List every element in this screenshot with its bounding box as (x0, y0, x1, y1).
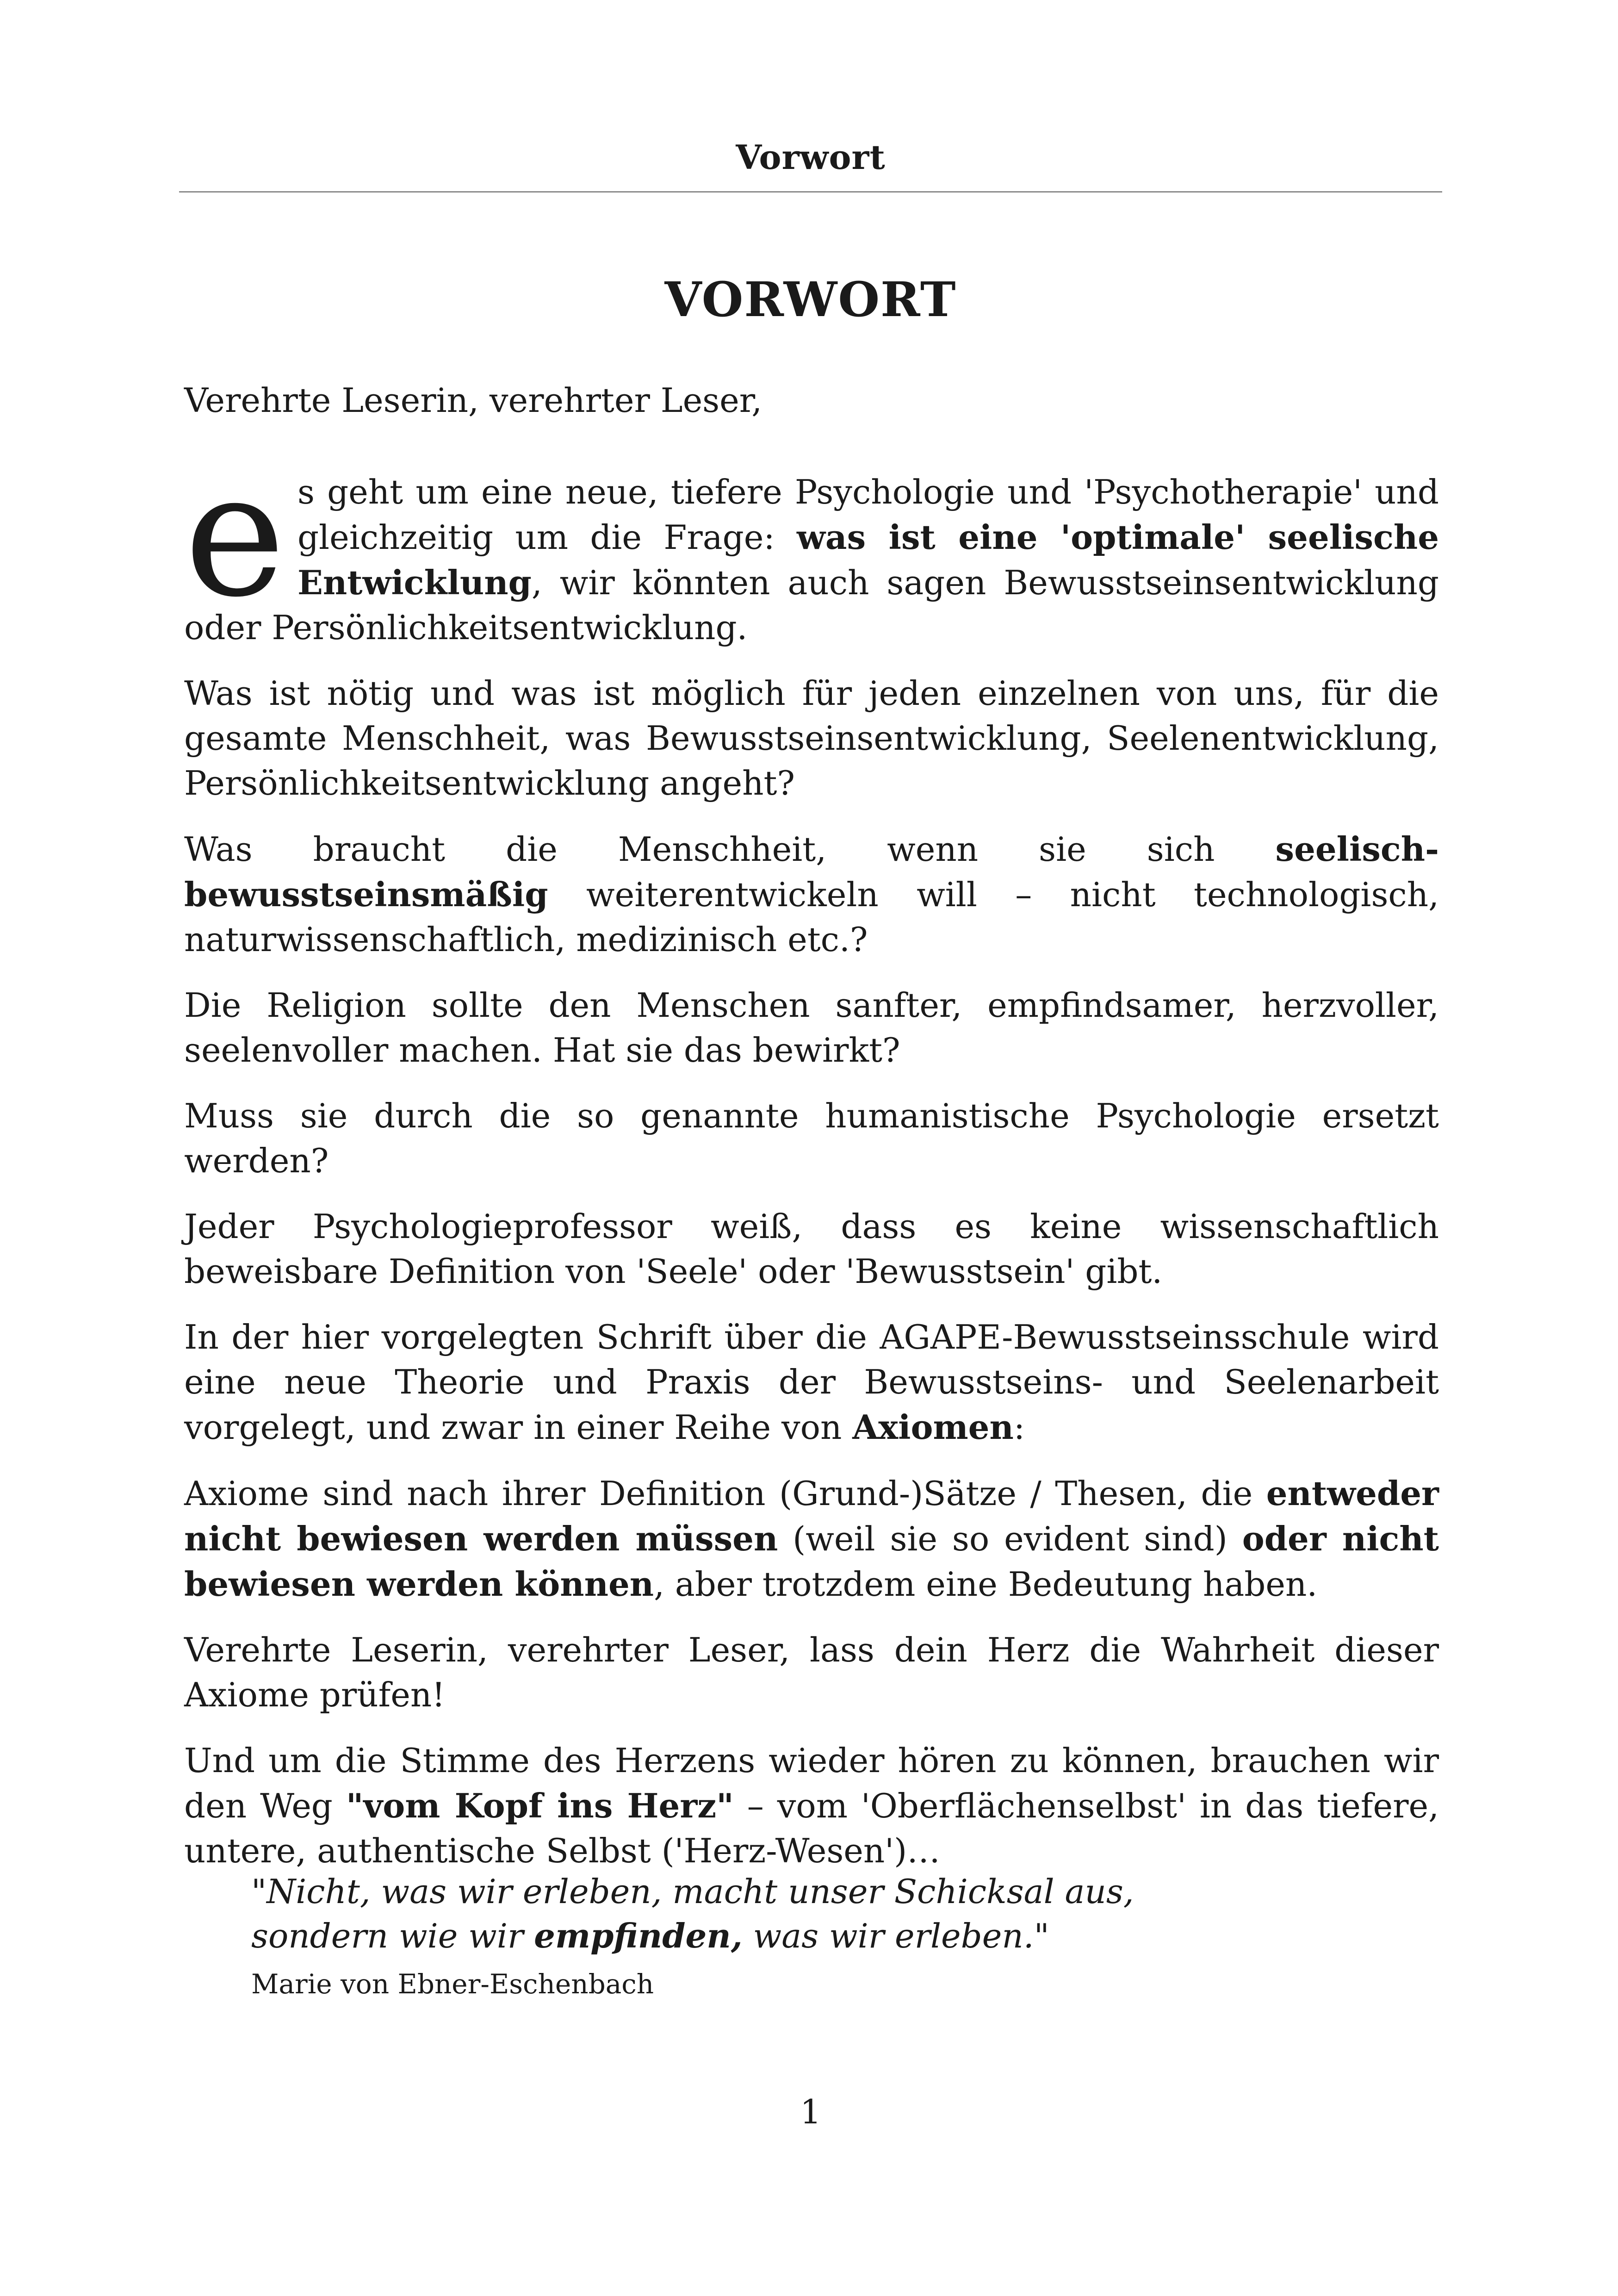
paragraph-7 (184, 1471, 1439, 1607)
paragraph-6-text-a: In der hier vorgelegten Schrift über die AGAPE-Bewusstseinsschule wird eine neue Theorie und Praxis der Bewusstseins- und Seelenarbeit vorgelegt, und zwar in einer Reihe von (184, 1318, 1439, 1447)
paragraph-2-text-a: Was braucht die Menschheit, wenn sie sich (184, 830, 1276, 869)
paragraph-7-text-a: Axiome sind nach ihrer Definition (Grund-)Sätze / Thesen, die (184, 1474, 1266, 1513)
paragraph-3: Die Religion sollte den Menschen sanfter, empfindsamer, herzvoller, seelenvoller machen. Hat sie das bewirkt? (184, 986, 1439, 1070)
paragraph-2-text-c: weiterentwickeln will – nicht technologisch, naturwissenschaftlich, medizinisch etc.? (184, 875, 1439, 959)
quote-emphasis: empfinden, (534, 1916, 743, 1955)
paragraph-4: Muss sie durch die so genannte humanistische Psychologie ersetzt werden? (184, 1096, 1439, 1180)
header-divider (179, 191, 1442, 193)
quote-line-1: "Nicht, was wir erleben, macht unser Schicksal aus, (251, 1872, 1134, 1911)
paragraph-2 (184, 827, 1439, 962)
intro-emphasis: was ist eine 'optimale' seelische Entwicklung (297, 517, 1439, 602)
paragraph-7-text-c: (weil sie so evident sind) (778, 1519, 1242, 1558)
epigraph-quote (251, 1870, 1362, 2003)
quote-author: Marie von Ebner-Eschenbach (251, 1968, 654, 2000)
paragraph-2-emphasis: seelisch-bewusstseinsmäßig (184, 829, 1439, 914)
body-text (184, 436, 1439, 1894)
paragraph-8: Verehrte Leserin, verehrter Leser, lass dein Herz die Wahrheit dieser Axiome prüfen! (184, 1630, 1439, 1714)
quote-line-2-text-c: was wir erleben." (742, 1916, 1049, 1955)
paragraph-9-text-c: – vom 'Oberflächenselbst' in das tiefere, untere, authentische Selbst ('Herz-Wesen')… (184, 1786, 1439, 1870)
running-header: Vorwort (736, 137, 886, 177)
paragraph-9-emphasis: "vom Kopf ins Herz" (346, 1786, 734, 1825)
quote-line-2-text-a: sondern wie wir (251, 1916, 534, 1955)
paragraph-1: Was ist nötig und was ist möglich für jeden einzelnen von uns, für die gesamte Menschheit, was Bewusstseinsentwicklung, Seelenentwicklung, Persönlichkeitsentwicklung angeht? (184, 674, 1439, 803)
paragraph-9-text-a: Und um die Stimme des Herzens wieder hören zu können, brauchen wir den Weg (184, 1741, 1439, 1825)
quote-line-2 (251, 1914, 1362, 1958)
intro-text-2: , wir könnten auch sagen Bewusstseinsentwicklung oder Persönlichkeitsentwicklung. (184, 563, 1439, 647)
paragraph-9 (184, 1738, 1439, 1873)
paragraph-7-text-e: , aber trotzdem eine Bedeutung haben. (654, 1565, 1318, 1604)
intro-text-1: s geht um eine neue, tiefere Psychologie und 'Psychotherapie' und gleichzeitig um die Frage: (297, 473, 1439, 557)
page-title: VORWORT (664, 272, 957, 328)
intro-paragraph (184, 436, 1439, 650)
page-number: 1 (800, 2092, 821, 2131)
paragraph-6 (184, 1315, 1439, 1450)
drop-cap: e (184, 436, 285, 635)
paragraph-5: Jeder Psychologieprofessor weiß, dass es keine wissenschaftlich beweisbare Definition von 'Seele' oder 'Bewusstsein' gibt. (184, 1207, 1439, 1291)
paragraph-7-emphasis-1: entweder nicht bewiesen werden müssen (184, 1474, 1439, 1558)
paragraph-6-emphasis: Axiomen (852, 1407, 1014, 1447)
salutation: Verehrte Leserin, verehrter Leser, (184, 381, 763, 420)
paragraph-6-text-c: : (1013, 1408, 1025, 1447)
paragraph-7-emphasis-2: oder nicht bewiesen werden können (184, 1519, 1439, 1604)
